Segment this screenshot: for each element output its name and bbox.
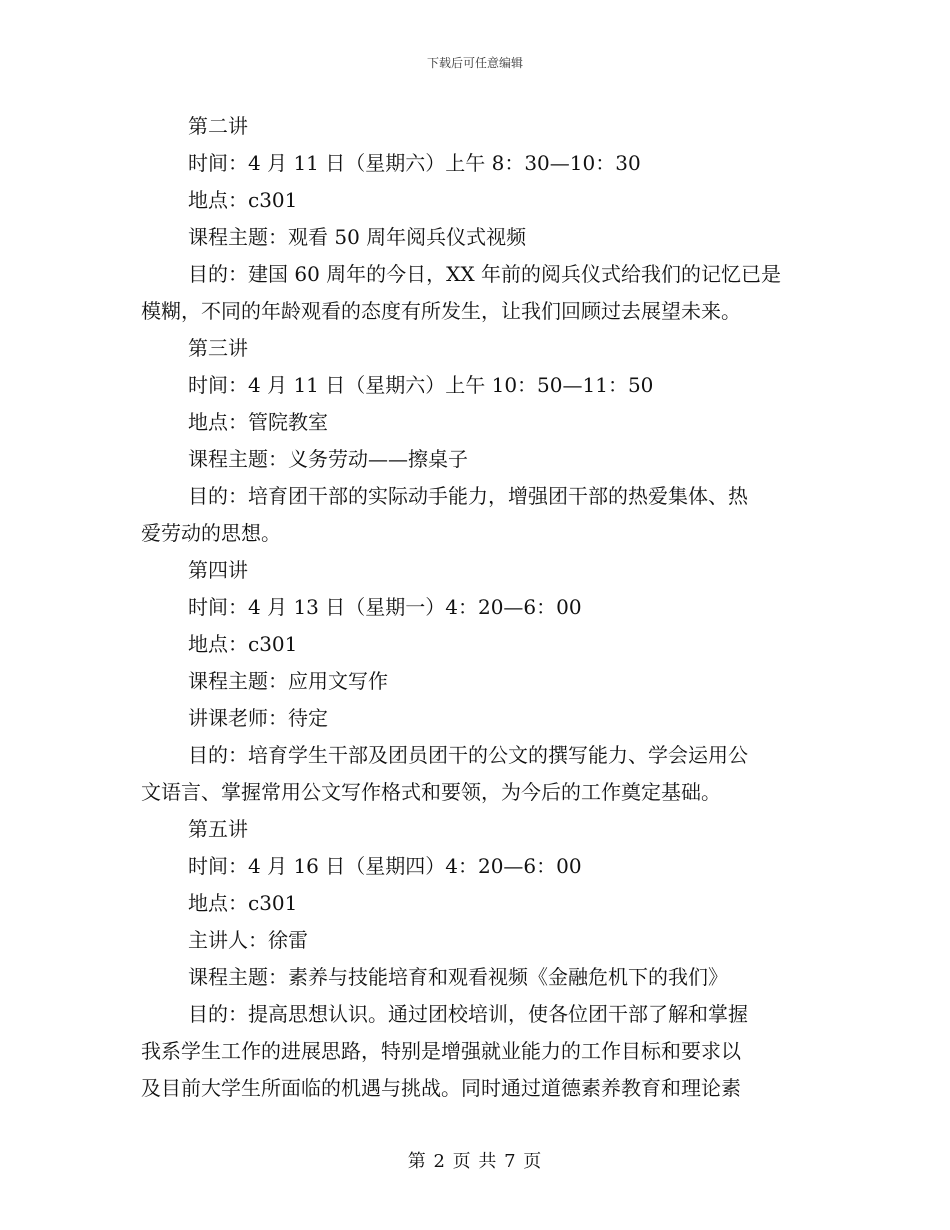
text-line: 讲课老师：待定: [188, 706, 328, 730]
text-line: 课程主题：应用文写作: [188, 669, 388, 693]
text-line: 课程主题：义务劳动——擦桌子: [188, 447, 468, 471]
page-number: 第 2 页 共 7 页: [407, 1151, 543, 1172]
document-body: [141, 108, 821, 1107]
text-line: 文语言、掌握常用公文写作格式和要领，为今后的工作奠定基础。: [141, 780, 721, 804]
text-line: 时间：4 月 16 日（星期四）4：20—6：00: [188, 854, 582, 878]
text-line: 时间：4 月 13 日（星期一）4：20—6：00: [188, 595, 582, 619]
text-line: 课程主题：观看 50 周年阅兵仪式视频: [188, 225, 527, 249]
text-line: 地点：管院教室: [188, 410, 328, 434]
text-line: 地点：c301: [188, 891, 298, 915]
text-line: 时间：4 月 11 日（星期六）上午 8：30—10：30: [188, 151, 641, 175]
text-line: 地点：c301: [188, 632, 298, 656]
text-line: 时间：4 月 11 日（星期六）上午 10：50—11：50: [188, 373, 654, 397]
text-line: 地点：c301: [188, 188, 298, 212]
text-line: 目的：培育学生干部及团员团干的公文的撰写能力、学会运用公: [188, 743, 748, 767]
text-line: 第三讲: [188, 336, 248, 360]
text-line: 课程主题：素养与技能培育和观看视频《金融危机下的我们》: [188, 965, 728, 989]
text-line: 第四讲: [188, 558, 248, 582]
page-header-note: 下载后可任意编辑: [426, 56, 523, 70]
text-line: 爱劳动的思想。: [141, 521, 281, 545]
text-line: 主讲人：徐雷: [188, 928, 308, 952]
text-line: 目的：培育团干部的实际动手能力，增强团干部的热爱集体、热: [188, 484, 748, 508]
text-line: 第二讲: [188, 114, 248, 138]
text-line: 目的：提高思想认识。通过团校培训，使各位团干部了解和掌握: [188, 1002, 748, 1026]
text-line: 模糊，不同的年龄观看的态度有所发生，让我们回顾过去展望未来。: [141, 299, 741, 323]
text-line: 第五讲: [188, 817, 248, 841]
text-line: 及目前大学生所面临的机遇与挑战。同时通过道德素养教育和理论素: [141, 1076, 741, 1100]
text-line: 目的：建国 60 周年的今日，XX 年前的阅兵仪式给我们的记忆已是: [188, 262, 781, 286]
text-line: 我系学生工作的进展思路，特别是增强就业能力的工作目标和要求以: [141, 1039, 741, 1063]
